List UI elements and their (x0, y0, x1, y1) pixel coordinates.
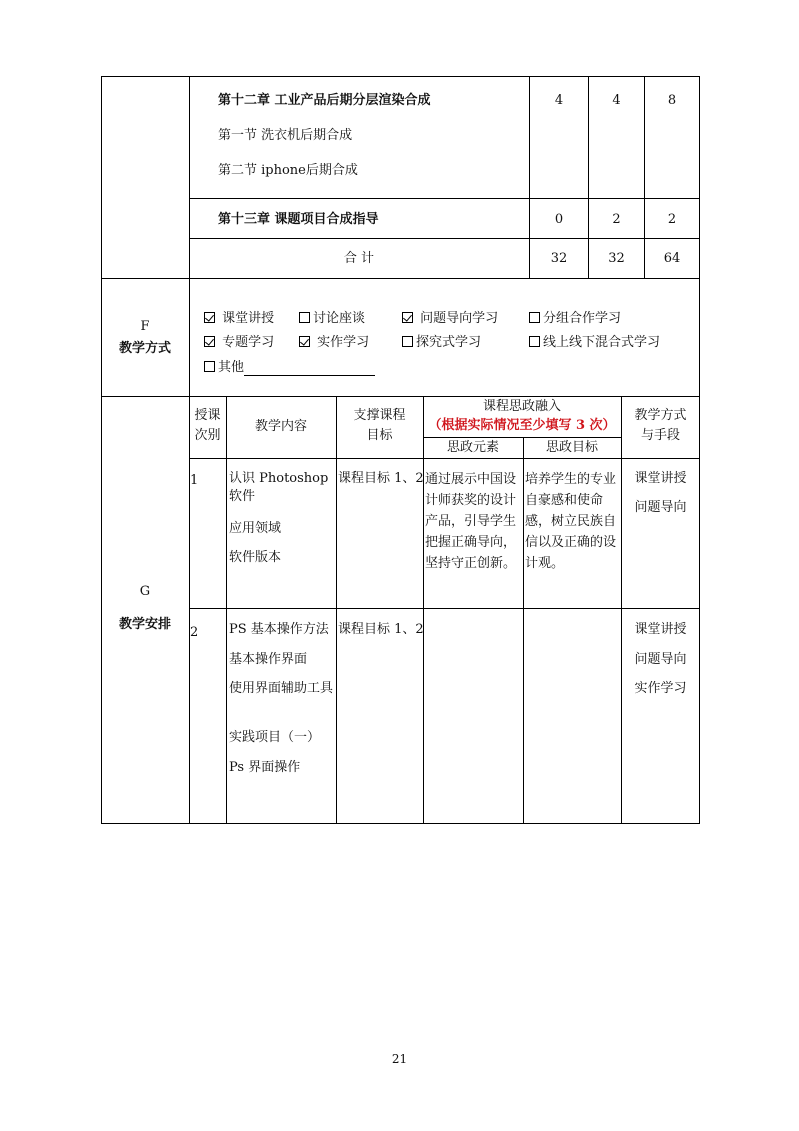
header-elements: 思政元素 (446, 440, 499, 455)
row2-content-4: 实践项目（一） (229, 730, 321, 745)
table-border-left (101, 76, 102, 824)
checkbox-checked-icon[interactable] (204, 312, 215, 323)
row1-content-1: 认识 Photoshop 软件 (229, 471, 329, 504)
row-divider-f (101, 278, 700, 279)
g-divider-5 (621, 396, 622, 824)
checkbox-checked-icon[interactable] (402, 312, 413, 323)
g-divider-4 (523, 437, 524, 824)
section-f-letter: F (140, 319, 150, 334)
g-divider-2 (336, 396, 337, 824)
header-ideo: 课程思政融入 (482, 399, 561, 414)
table-border-right (699, 76, 700, 824)
g-header-bottom (189, 458, 700, 459)
checkbox-empty-icon[interactable] (529, 312, 540, 323)
row1-ideo-goal: 培养学生的专业自豪感和使命感，树立民族自信以及正确的设计观。 (525, 472, 617, 571)
option-problem-based[interactable]: 问题导向学习 (402, 310, 498, 328)
row-divider-g (101, 396, 700, 397)
header-ideo-note: （根据实际情况至少填写 3 次） (428, 418, 616, 433)
section-g-letter: G (139, 584, 151, 599)
section-f-title: 教学方式 (118, 341, 171, 356)
header-method-line2: 与手段 (640, 428, 680, 443)
page-number: 21 (391, 1052, 408, 1066)
checkbox-empty-icon[interactable] (204, 361, 215, 372)
checkbox-empty-icon[interactable] (299, 312, 310, 323)
row2-method-3: 实作学习 (634, 681, 687, 696)
chapter13-hours-c: 2 (667, 212, 677, 227)
header-session-line1: 授课 (194, 408, 221, 423)
row2-content-3: 使用界面辅助工具 (229, 681, 334, 696)
row1-method-1: 课堂讲授 (634, 471, 687, 486)
row2-method-1: 课堂讲授 (634, 622, 687, 637)
g-ideo-split (423, 437, 621, 438)
row2-content-2: 基本操作界面 (229, 652, 308, 667)
option-other[interactable]: 其他 (204, 359, 244, 377)
other-blank-line[interactable] (244, 375, 375, 376)
row1-number: 1 (190, 473, 199, 488)
row1-content-2: 应用领域 (229, 521, 282, 536)
chapter12-section-1: 第一节 洗衣机后期合成 (218, 128, 353, 143)
header-method-line1: 教学方式 (634, 408, 687, 423)
header-goal-line2: 目标 (366, 428, 393, 443)
row1-content-3: 软件版本 (229, 550, 282, 565)
row2-content-1: PS 基本操作方法 (229, 622, 329, 637)
option-blended[interactable]: 线上线下混合式学习 (529, 334, 660, 352)
option-topic[interactable]: 专题学习 (204, 334, 274, 352)
section-g-title: 教学安排 (118, 617, 171, 632)
option-discussion[interactable]: 讨论座谈 (299, 310, 365, 328)
chapter13-hours-a: 0 (554, 212, 564, 227)
row1-elements: 通过展示中国设计师获奖的设计产品，引导学生把握正确导向，坚持守正创新。 (425, 472, 517, 571)
option-inquiry[interactable]: 探究式学习 (402, 334, 481, 352)
total-label: 合 计 (343, 251, 375, 266)
row2-goal: 课程目标 1、2 (338, 622, 424, 637)
option-lecture[interactable]: 课堂讲授 (204, 310, 274, 328)
row1-goal: 课程目标 1、2 (338, 471, 424, 486)
g-divider-3 (423, 396, 424, 824)
header-ideo-goal: 思政目标 (545, 440, 598, 455)
total-b: 32 (608, 251, 625, 266)
chapter12-hours-b: 4 (612, 93, 621, 108)
row2-content-5: Ps 界面操作 (229, 760, 301, 775)
table-border-bottom (101, 823, 700, 824)
row1-method-2: 问题导向 (634, 500, 687, 515)
header-goal-line1: 支撑课程 (353, 408, 406, 423)
chapter12-hours-c: 8 (667, 93, 677, 108)
chapter13-title: 第十三章 课题项目合成指导 (218, 212, 379, 227)
table-border-top (101, 76, 700, 77)
header-session-line2: 次别 (194, 428, 221, 443)
total-a: 32 (550, 251, 568, 266)
table-divider-label-col (189, 76, 190, 824)
chapter12-title: 第十二章 工业产品后期分层渲染合成 (218, 93, 431, 108)
row2-number: 2 (190, 625, 199, 640)
checkbox-empty-icon[interactable] (402, 336, 413, 347)
row-divider-ch13 (189, 198, 700, 199)
checkbox-checked-icon[interactable] (299, 336, 310, 347)
g-divider-1 (226, 396, 227, 824)
checkbox-empty-icon[interactable] (529, 336, 540, 347)
row-divider-total (189, 238, 700, 239)
header-content: 教学内容 (254, 419, 307, 434)
g-row-divider (189, 608, 700, 609)
total-c: 64 (663, 251, 681, 266)
chapter12-hours-a: 4 (554, 93, 564, 108)
row2-method-2: 问题导向 (634, 652, 687, 667)
chapter13-hours-b: 2 (612, 212, 621, 227)
option-practice[interactable]: 实作学习 (299, 334, 369, 352)
checkbox-checked-icon[interactable] (204, 336, 215, 347)
option-group-work[interactable]: 分组合作学习 (529, 310, 621, 328)
chapter12-section-2: 第二节 iphone后期合成 (218, 163, 358, 178)
